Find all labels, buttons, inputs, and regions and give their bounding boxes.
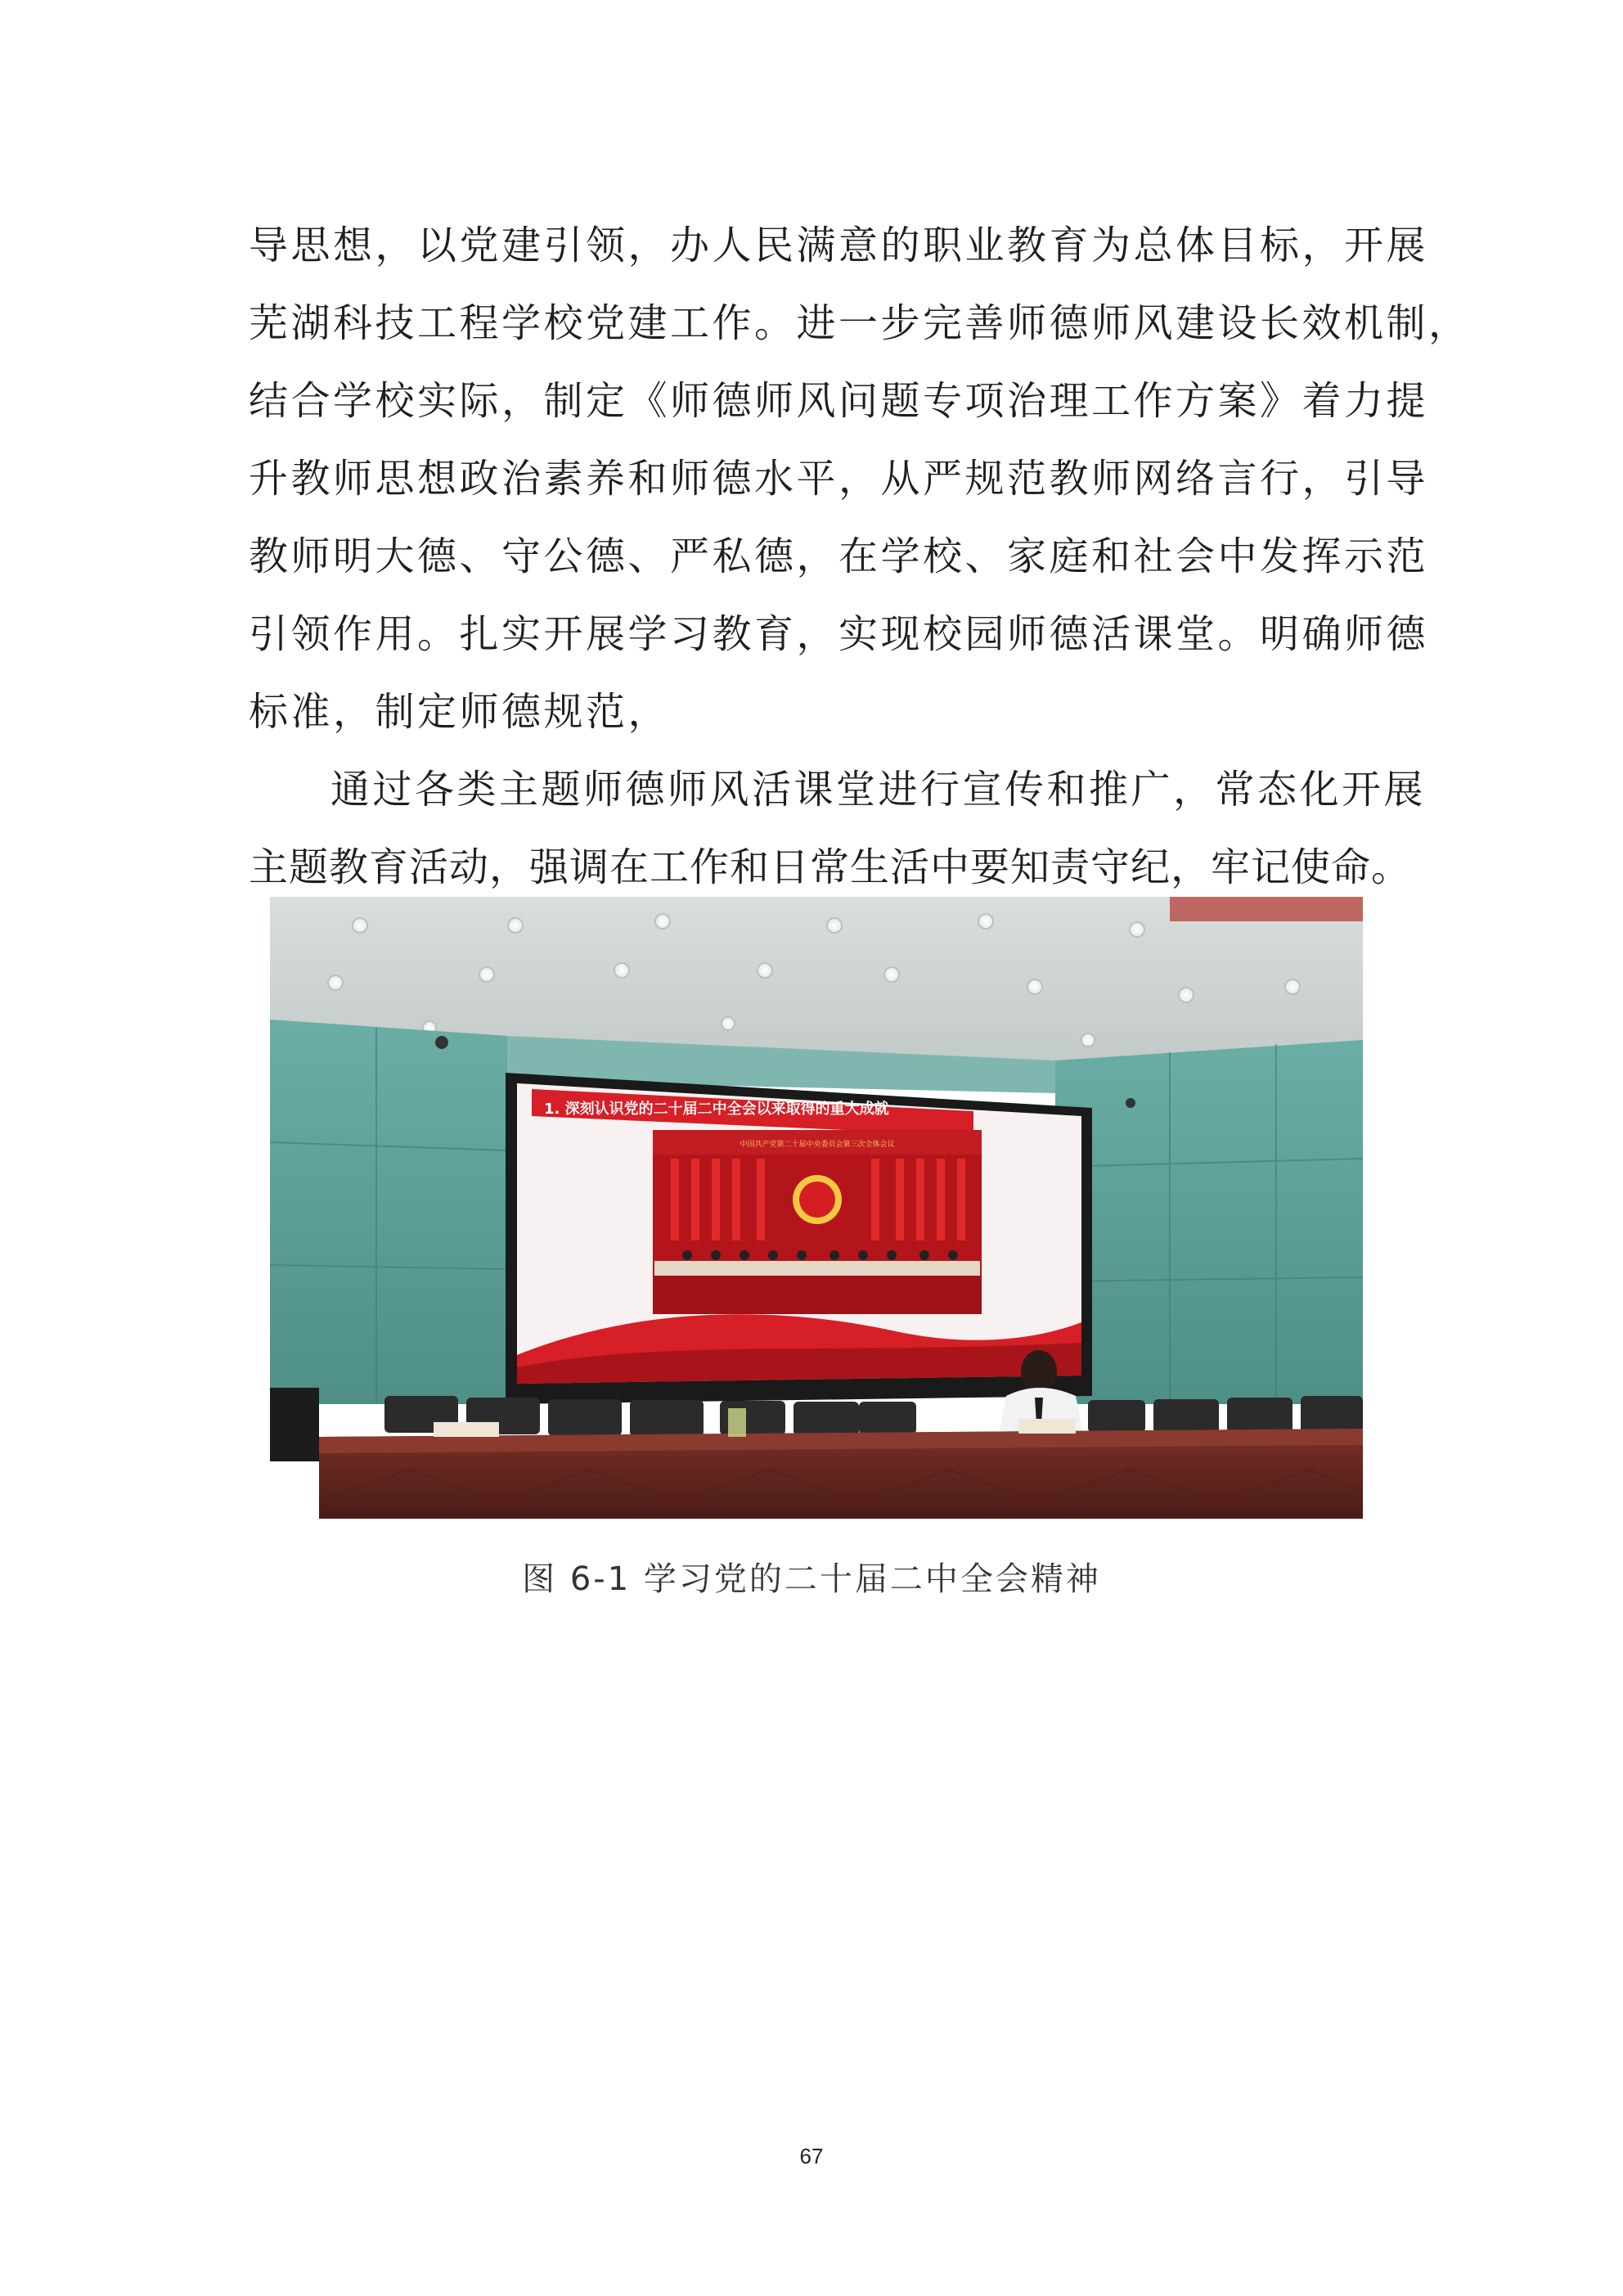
meeting-photo-illustration xyxy=(270,897,1363,1519)
text-line: 引领作用。扎实开展学习教育，实现校园师德活课堂。明确师德 xyxy=(249,611,1429,657)
text-line: 结合学校实际，制定《师德师风问题专项治理工作方案》着力提 xyxy=(249,378,1429,424)
text-line: 教师明大德、守公德、严私德，在学校、家庭和社会中发挥示范 xyxy=(249,533,1429,579)
banner-text: 中国共产党第二十届中央委员会第三次全体会议 xyxy=(740,1141,895,1149)
text-line: 主题教育活动，强调在工作和日常生活中要知责守纪，牢记使命。 xyxy=(249,844,1412,890)
figure-caption: 图 6-1 学习党的二十届二中全会精神 xyxy=(522,1560,1101,1598)
text-line: 芜湖科技工程学校党建工作。进一步完善师德师风建设长效机制， xyxy=(249,300,1471,346)
screen-heading: 1. 深刻认识党的二十届二中全会以来取得的重大成就 xyxy=(544,1101,889,1118)
text-line: 导思想，以党建引领，办人民满意的职业教育为总体目标，开展 xyxy=(249,223,1429,268)
text-line: 通过各类主题师德师风活课堂进行宣传和推广，常态化开展 xyxy=(330,767,1427,813)
text-line: 升教师思想政治素养和师德水平，从严规范教师网络言行，引导 xyxy=(249,456,1429,502)
meeting-photo xyxy=(270,897,1363,1519)
text-line: 标准，制定师德规范， xyxy=(249,689,671,735)
page-number: 67 xyxy=(799,2144,824,2168)
